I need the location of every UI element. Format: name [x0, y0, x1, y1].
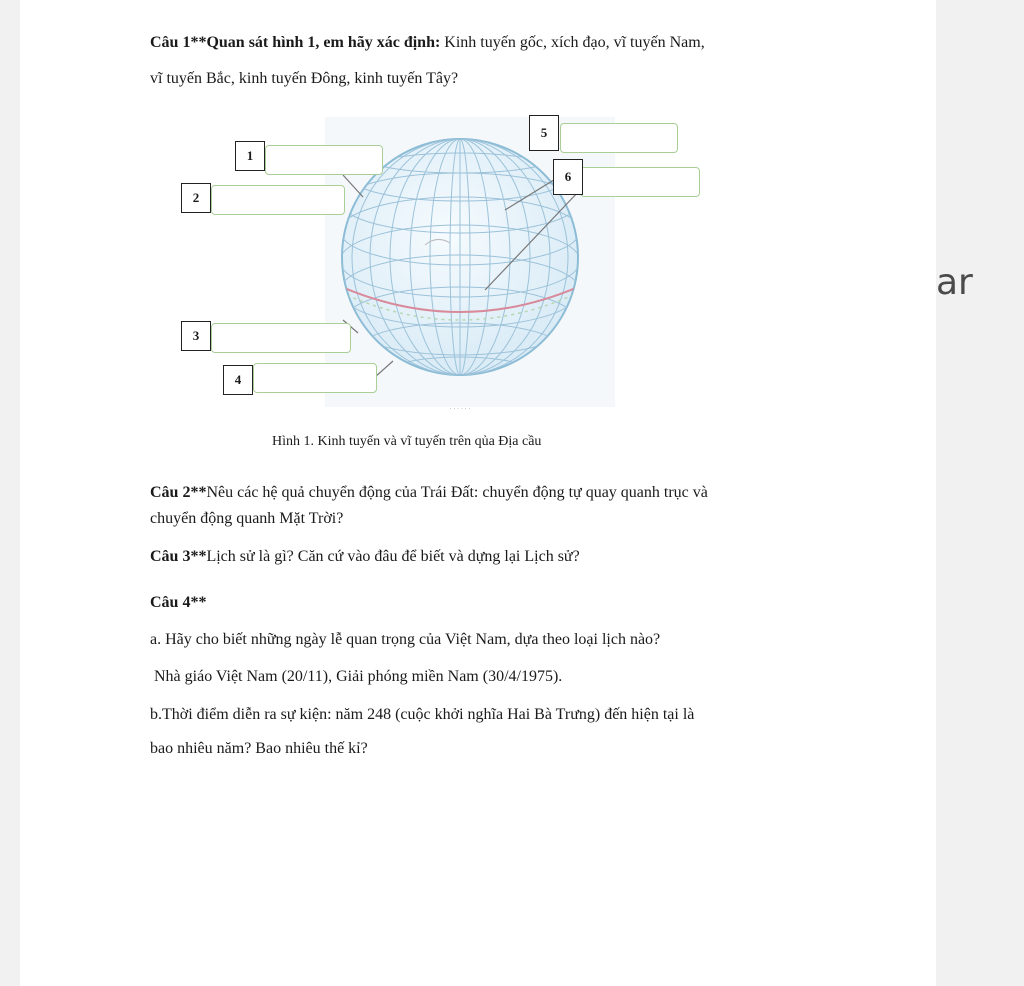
label-box-3: 3 [181, 321, 211, 351]
q4-part-b-line-1: b.Thời điểm diễn ra sự kiện: năm 248 (cuộc khởi nghĩa Hai Bà Trưng) đến hiện tại là [150, 706, 695, 723]
answer-box-4[interactable] [253, 363, 377, 393]
q3-text: Lịch sử là gì? Căn cứ vào đâu để biết và dựng lại Lịch sử? [206, 548, 580, 565]
q2-line-2: chuyển động quanh Mặt Trời? [150, 510, 344, 527]
globe-figure [175, 115, 715, 415]
figure-caption: Hình 1. Kinh tuyến và vĩ tuyến trên qủa Địa cầu [272, 434, 542, 449]
q1-text-1: Kinh tuyến gốc, xích đạo, vĩ tuyến Nam, [440, 34, 705, 51]
answer-box-2[interactable] [211, 185, 345, 215]
q1-line-1 [150, 34, 705, 52]
label-box-1: 1 [235, 141, 265, 171]
q2-text-1: Nêu các hệ quả chuyển động của Trái Đất: chuyển động tự quay quanh trục và [206, 484, 708, 501]
q3-line [150, 548, 580, 566]
answer-box-5[interactable] [560, 123, 678, 153]
svg-text:· · · · · ·: · · · · · · [449, 406, 471, 413]
q2-line-1 [150, 484, 708, 502]
q2-label: Câu 2** [150, 484, 207, 501]
q1-label: Câu 1** [150, 34, 207, 51]
answer-box-6[interactable] [580, 167, 700, 197]
answer-box-3[interactable] [211, 323, 351, 353]
side-partial-text: ar [936, 262, 973, 303]
q4-part-b-line-2: bao nhiêu năm? Bao nhiêu thế kỉ? [150, 740, 368, 757]
label-box-2: 2 [181, 183, 211, 213]
label-box-5: 5 [529, 115, 559, 151]
label-box-4: 4 [223, 365, 253, 395]
q4-heading [150, 594, 206, 612]
q3-label: Câu 3** [150, 548, 207, 565]
q1-lead: Quan sát hình 1, em hãy xác định: [206, 34, 441, 51]
answer-box-1[interactable] [265, 145, 383, 175]
q1-line-2: vĩ tuyến Bắc, kinh tuyến Đông, kinh tuyến Tây? [150, 70, 459, 87]
q4-part-a-detail: Nhà giáo Việt Nam (20/11), Giải phóng miền Nam (30/4/1975). [154, 668, 563, 685]
q4-label: Câu 4** [150, 594, 207, 611]
label-box-6: 6 [553, 159, 583, 195]
q4-part-a: a. Hãy cho biết những ngày lễ quan trọng của Việt Nam, dựa theo loại lịch nào? [150, 631, 661, 648]
